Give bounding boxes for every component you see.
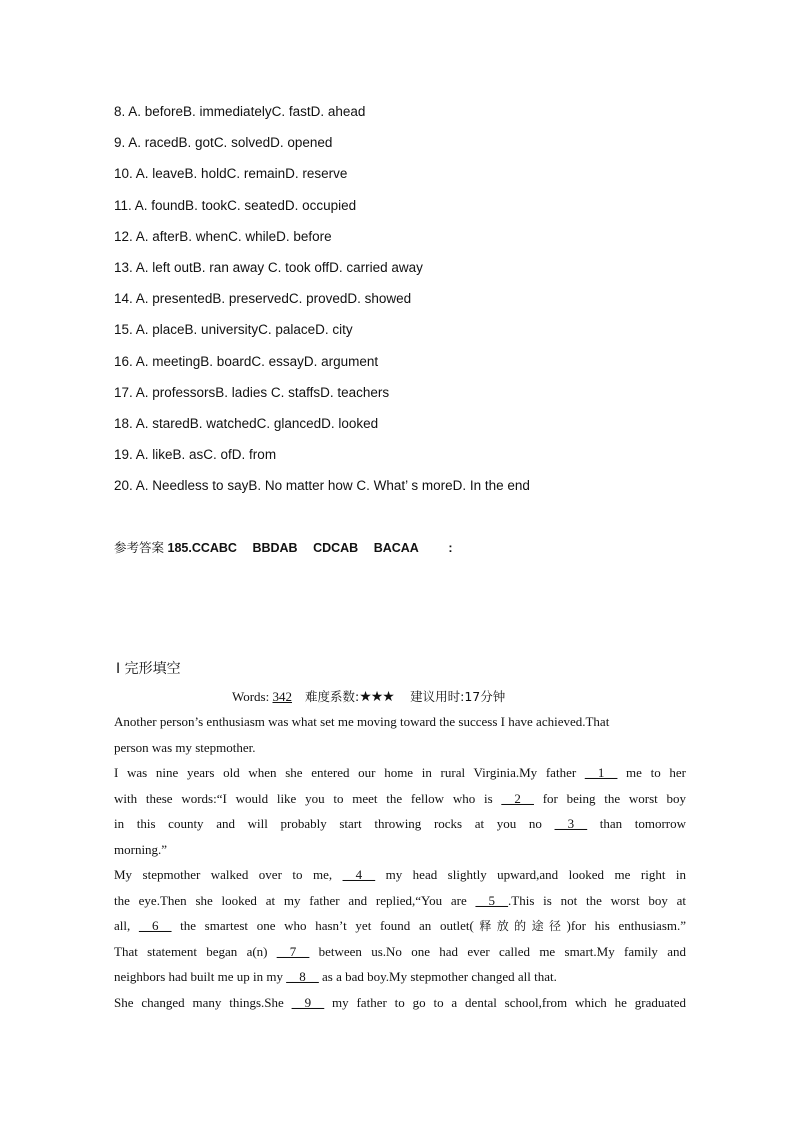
answer-colon: : (448, 541, 453, 555)
passage-line: person was my stepmother. (114, 739, 256, 755)
option-item: 18. A. staredB. watchedC. glancedD. looked (114, 415, 379, 431)
passage-line: all, __6__ the smartest one who hasn’t yet found an outlet(释放的途径)for his enthusiasm.” (114, 918, 686, 933)
answer-key-first: 185.CCABC (167, 541, 237, 555)
option-item: 14. A. presentedB. preservedC. provedD. showed (114, 291, 412, 307)
passage-line: neighbors had built me up in my __8__ as a bad boy.My stepmother changed all that. (114, 969, 557, 984)
option-item: 11. A. foundB. tookC. seatedD. occupied (114, 197, 357, 213)
passage-line: with these words:“I would like you to meet the fellow who is __2__ for being the worst boy (114, 790, 686, 806)
option-item: 15. A. placeB. universityC. palaceD. city (114, 322, 353, 338)
answer-group: BBDAB (252, 541, 298, 555)
passage-line: She changed many things.She __9__ my father to go to a dental school,from which he graduated (114, 994, 686, 1010)
option-item: 17. A. professorsB. ladies C. staffsD. teachers (114, 384, 390, 400)
passage-line: Another person’s enthusiasm was what set me moving toward the success I have achieved.That (114, 714, 610, 729)
answer-group: BACAA (373, 541, 419, 555)
blank-2: __2__ (501, 790, 534, 806)
passage-line: My stepmother walked over to me, __4__ my head slightly upward,and looked me right in (114, 867, 686, 882)
blank-5: __5__ (475, 892, 509, 908)
option-item: 8. A. beforeB. immediatelyC. fastD. ahead (114, 104, 366, 119)
option-item: 12. A. afterB. whenC. whileD. before (114, 228, 332, 244)
difficulty-label: 难度系数: (304, 689, 360, 704)
answer-key (114, 538, 453, 556)
option-item: 13. A. left outB. ran away C. took offD. carried away (114, 259, 423, 275)
passage-meta (232, 687, 505, 706)
option-item: 19. A. likeB. asC. ofD. from (114, 447, 277, 463)
cloze-passage (114, 712, 686, 1018)
options-list (114, 101, 714, 506)
passage-line: the eye.Then she looked at my father and replied,“You are __5__.This is not the worst boy at (114, 892, 686, 908)
answer-label: 参考答案 (114, 540, 165, 555)
suggested-time: 建议用时:17分钟 (410, 689, 506, 704)
option-item: 20. A. Needless to sayB. No matter how C. What’ s moreD. In the end (114, 478, 530, 494)
option-item: 10. A. leaveB. holdC. remainD. reserve (114, 166, 348, 182)
words-label: Words: (232, 689, 270, 704)
answer-group: CDCAB (313, 541, 359, 555)
difficulty-stars: ★★★ (359, 690, 394, 705)
blank-8: __8__ (286, 969, 319, 984)
passage-line: That statement began a(n) __7__ between us.No one had ever called me smart.My family and (114, 943, 686, 959)
blank-7: __7__ (276, 943, 310, 959)
passage-line: in this county and will probably start throwing rocks at you no __3__ than tomorrow (114, 816, 686, 831)
section-title: Ⅰ 完形填空 (116, 661, 181, 677)
blank-4: __4__ (342, 867, 376, 882)
blank-3: __3__ (554, 816, 588, 831)
blank-6: __6__ (138, 918, 172, 933)
blank-1: __1__ (584, 765, 618, 780)
passage-line: morning.” (114, 841, 168, 857)
blank-9: __9__ (291, 994, 325, 1010)
option-item: 16. A. meetingB. boardC. essayD. argument (114, 353, 379, 369)
passage-line: I was nine years old when she entered our home in rural Virginia.My father __1__ me to her (114, 765, 686, 780)
words-count: 342 (272, 689, 292, 704)
option-item: 9. A. racedB. gotC. solvedD. opened (114, 135, 333, 151)
